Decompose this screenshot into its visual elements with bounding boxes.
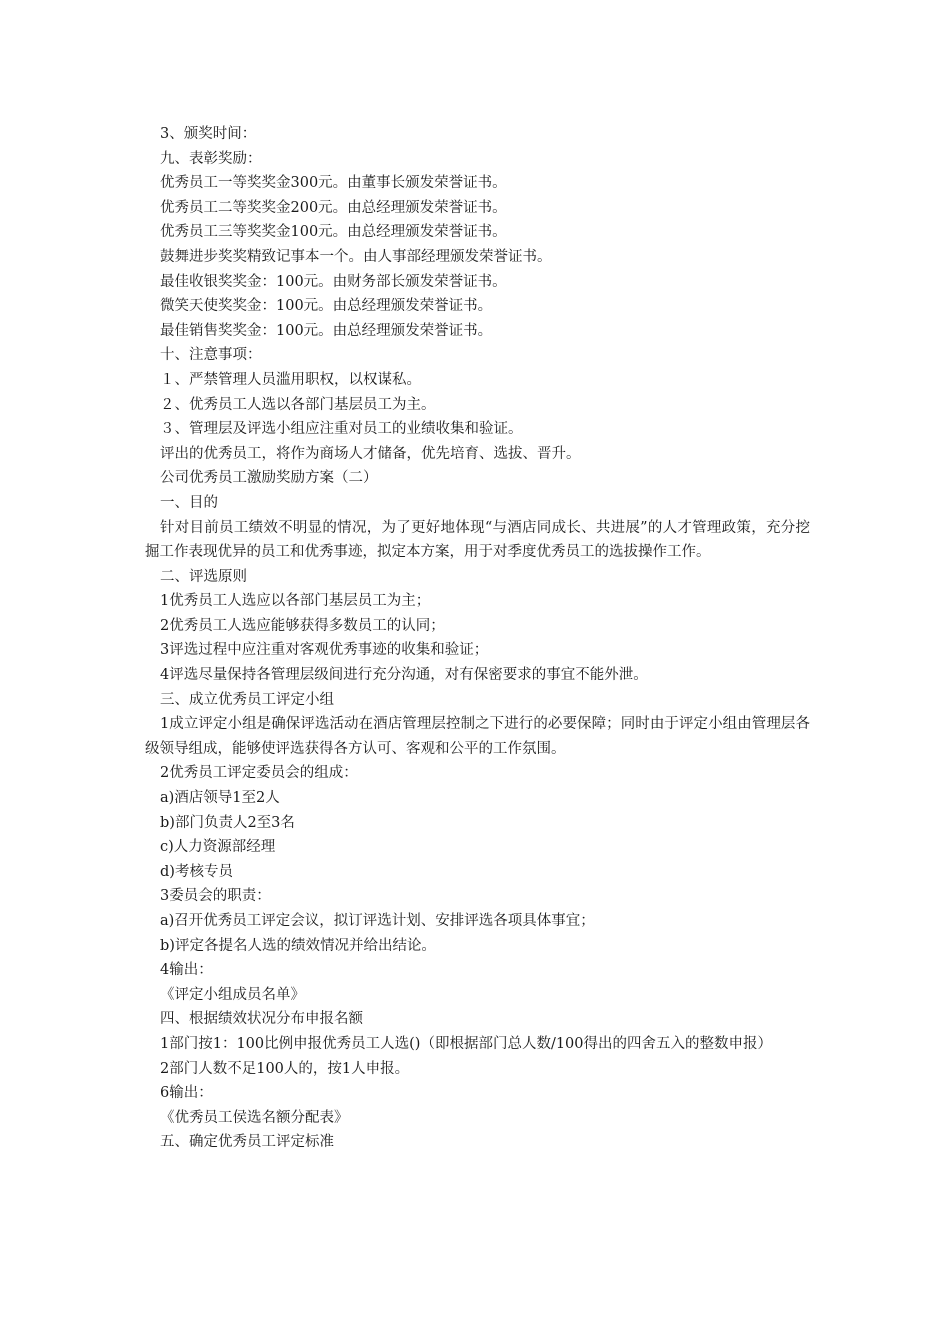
text-line: 九、表彰奖励： bbox=[160, 150, 262, 167]
text-line: b)部门负责人2至3名 bbox=[160, 814, 295, 831]
text-line: 2优秀员工人选应能够获得多数员工的认同； bbox=[160, 617, 445, 634]
text-line: 6输出： bbox=[160, 1085, 213, 1102]
text-line: 公司优秀员工激励奖励方案（二） bbox=[160, 470, 378, 487]
text-line: 三、成立优秀员工评定小组 bbox=[160, 691, 334, 708]
text-line: 4评选尽量保持各管理层级间进行充分沟通，对有保密要求的事宜不能外泄。 bbox=[160, 667, 648, 684]
text-line: 优秀员工三等奖奖金100元。由总经理颁发荣誉证书。 bbox=[160, 224, 507, 241]
text-line: 微笑天使奖奖金：100元。由总经理颁发荣誉证书。 bbox=[160, 298, 493, 315]
text-line: 优秀员工二等奖奖金200元。由总经理颁发荣誉证书。 bbox=[160, 199, 507, 216]
text-line: ２、优秀员工人选以各部门基层员工为主。 bbox=[160, 396, 436, 413]
text-line: 《优秀员工侯选名额分配表》 bbox=[160, 1109, 349, 1126]
text-line: 2优秀员工评定委员会的组成： bbox=[160, 765, 358, 782]
text-line: 评出的优秀员工，将作为商场人才储备，优先培育、选拔、晋升。 bbox=[160, 445, 581, 462]
text-line: 《评定小组成员名单》 bbox=[160, 986, 305, 1003]
text-line: 3评选过程中应注重对客观优秀事迹的收集和验证； bbox=[160, 642, 489, 659]
text-line: 最佳收银奖奖金：100元。由财务部长颁发荣誉证书。 bbox=[160, 273, 507, 290]
text-line: 鼓舞进步奖奖精致记事本一个。由人事部经理颁发荣誉证书。 bbox=[160, 248, 552, 265]
text-line: 五、确定优秀员工评定标准 bbox=[160, 1134, 334, 1151]
text-line: c)人力资源部经理 bbox=[160, 839, 276, 856]
text-line: 一、目的 bbox=[160, 494, 218, 511]
paragraph: 针对目前员工绩效不明显的情况，为了更好地体现“与酒店同成长、共进展”的人才管理政策，充分挖掘工作表现优异的员工和优秀事迹，拟定本方案，用于对季度优秀员工的选拔操作工作。 bbox=[145, 519, 810, 561]
text-line: １、严禁管理人员滥用职权，以权谋私。 bbox=[160, 371, 421, 388]
text-line: 1优秀员工人选应以各部门基层员工为主； bbox=[160, 593, 431, 610]
paragraph: 1成立评定小组是确保评选活动在酒店管理层控制之下进行的必要保障；同时由于评定小组由管理层各级领导组成，能够使评选获得各方认可、客观和公平的工作氛围。 bbox=[145, 716, 810, 757]
text-line: 3委员会的职责： bbox=[160, 888, 271, 905]
document-body bbox=[145, 122, 810, 1155]
text-line: b)评定各提名人选的绩效情况并给出结论。 bbox=[160, 937, 436, 954]
text-line: 二、评选原则 bbox=[160, 568, 247, 585]
text-line: 优秀员工一等奖奖金300元。由董事长颁发荣誉证书。 bbox=[160, 175, 507, 192]
text-line: a)召开优秀员工评定会议，拟订评选计划、安排评选各项具体事宜； bbox=[160, 913, 595, 929]
text-line: 4输出： bbox=[160, 962, 213, 979]
text-line: a)酒店领导1至2人 bbox=[160, 790, 280, 807]
text-line: 四、根据绩效状况分布申报名额 bbox=[160, 1011, 363, 1028]
text-line: 2部门人数不足100人的，按1人申报。 bbox=[160, 1060, 410, 1077]
text-line: 十、注意事项： bbox=[160, 347, 262, 364]
text-line: ３、管理层及评选小组应注重对员工的业绩收集和验证。 bbox=[160, 421, 523, 438]
paragraph: 1部门按1：100比例申报优秀员工人选()（即根据部门总人数/100得出的四舍五入的整数申报） bbox=[160, 1035, 772, 1052]
text-line: 3、颁奖时间： bbox=[160, 126, 257, 142]
text-line: d)考核专员 bbox=[160, 863, 233, 880]
text-line: 最佳销售奖奖金：100元。由总经理颁发荣誉证书。 bbox=[160, 322, 493, 339]
